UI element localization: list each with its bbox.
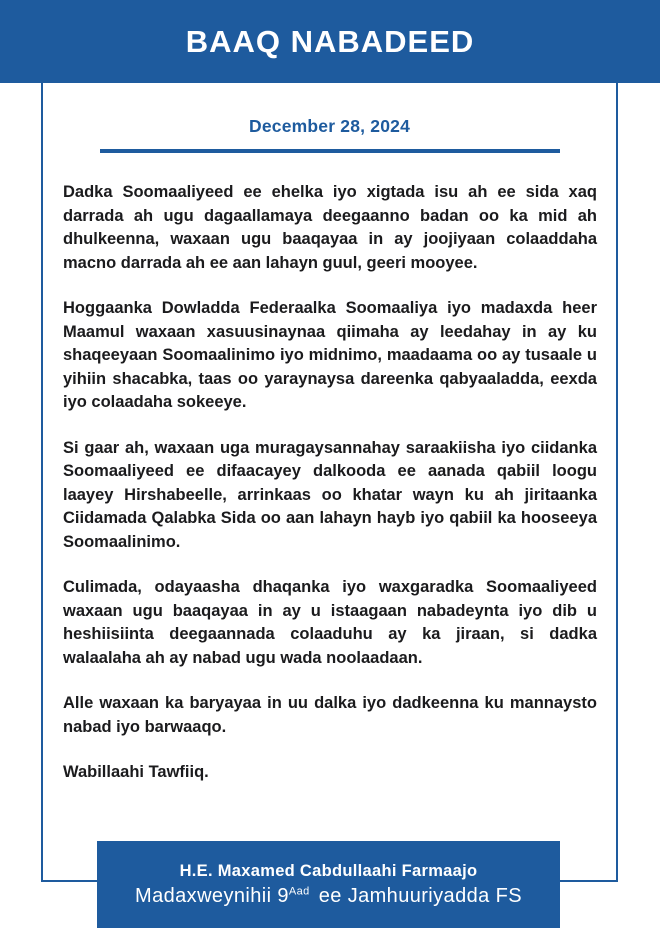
letter-paragraph: Culimada, odayaasha dhaqanka iyo waxgaradka Soomaaliyeed waxaan ugu baaqayaa in ay u istaagaan nabadeynta iyo dib u heshiisiinta deegaannada colaaduhu ay ka jiraan, si dadka walaalaha ah ay nabad ugu wada noolaadaan. xyxy=(63,578,597,667)
signatory-title xyxy=(135,885,522,908)
letter-frame xyxy=(41,83,618,882)
date-heading: December 28, 2024 xyxy=(248,116,410,136)
signatory-title-suffix: ee Jamhuuriyadda FS xyxy=(318,884,522,907)
letter-paragraph: Hoggaanka Dowladda Federaalka Soomaaliya iyo madaxda heer Maamul waxaan xasuusinaynaa qiimaha ay leedahay in ay ku shaqeeyaan Soomaalinimo iyo midnimo, maadaama oo ay tusaale u yihiin shacabka, taas oo yaraynaysa dareenka qabyaaladda, eexda iyo colaadaha sokeeye. xyxy=(63,299,597,411)
signatory-name: H.E. Maxamed Cabdullaahi Farmaajo xyxy=(179,861,478,880)
header-banner xyxy=(0,0,660,83)
signatory-title-superscript: Aad xyxy=(288,884,310,897)
signature-banner xyxy=(97,841,560,928)
letter-paragraph: Si gaar ah, waxaan uga muragaysannahay saraakiisha iyo ciidanka Soomaaliyeed ee difaacayey dalkooda ee aanada qabiil loogu laayey Hirshabeelle, arrinkaas oo khatar wayn ku ah jiritaanka Ciidamada Qalabka Sida oo aan lahayn hayb iyo qabiil ka hooseeya Soomaalinimo. xyxy=(63,438,597,551)
letter-body xyxy=(43,153,616,782)
signatory-title-prefix: Madaxweynihii 9 xyxy=(135,884,289,907)
letter-paragraph: Dadka Soomaaliyeed ee ehelka iyo xigtada isu ah ee sida xaq darrada ah ugu dagaallamaya deegaanno badan oo ka mid ah dhulkeenna, waxaan ugu baaqayaa in ay joojiyaan colaaddaha macno darrada ah ee aan lahayn guul, geeri mooyee. xyxy=(63,183,597,272)
letter-paragraph: Alle waxaan ka baryayaa in uu dalka iyo dadkeenna ku mannaysto nabad iyo barwaaqo. xyxy=(63,694,597,736)
signoff-text: Wabillaahi Tawfiiq. xyxy=(63,763,209,781)
document-title: BAAQ NABADEED xyxy=(185,23,475,59)
